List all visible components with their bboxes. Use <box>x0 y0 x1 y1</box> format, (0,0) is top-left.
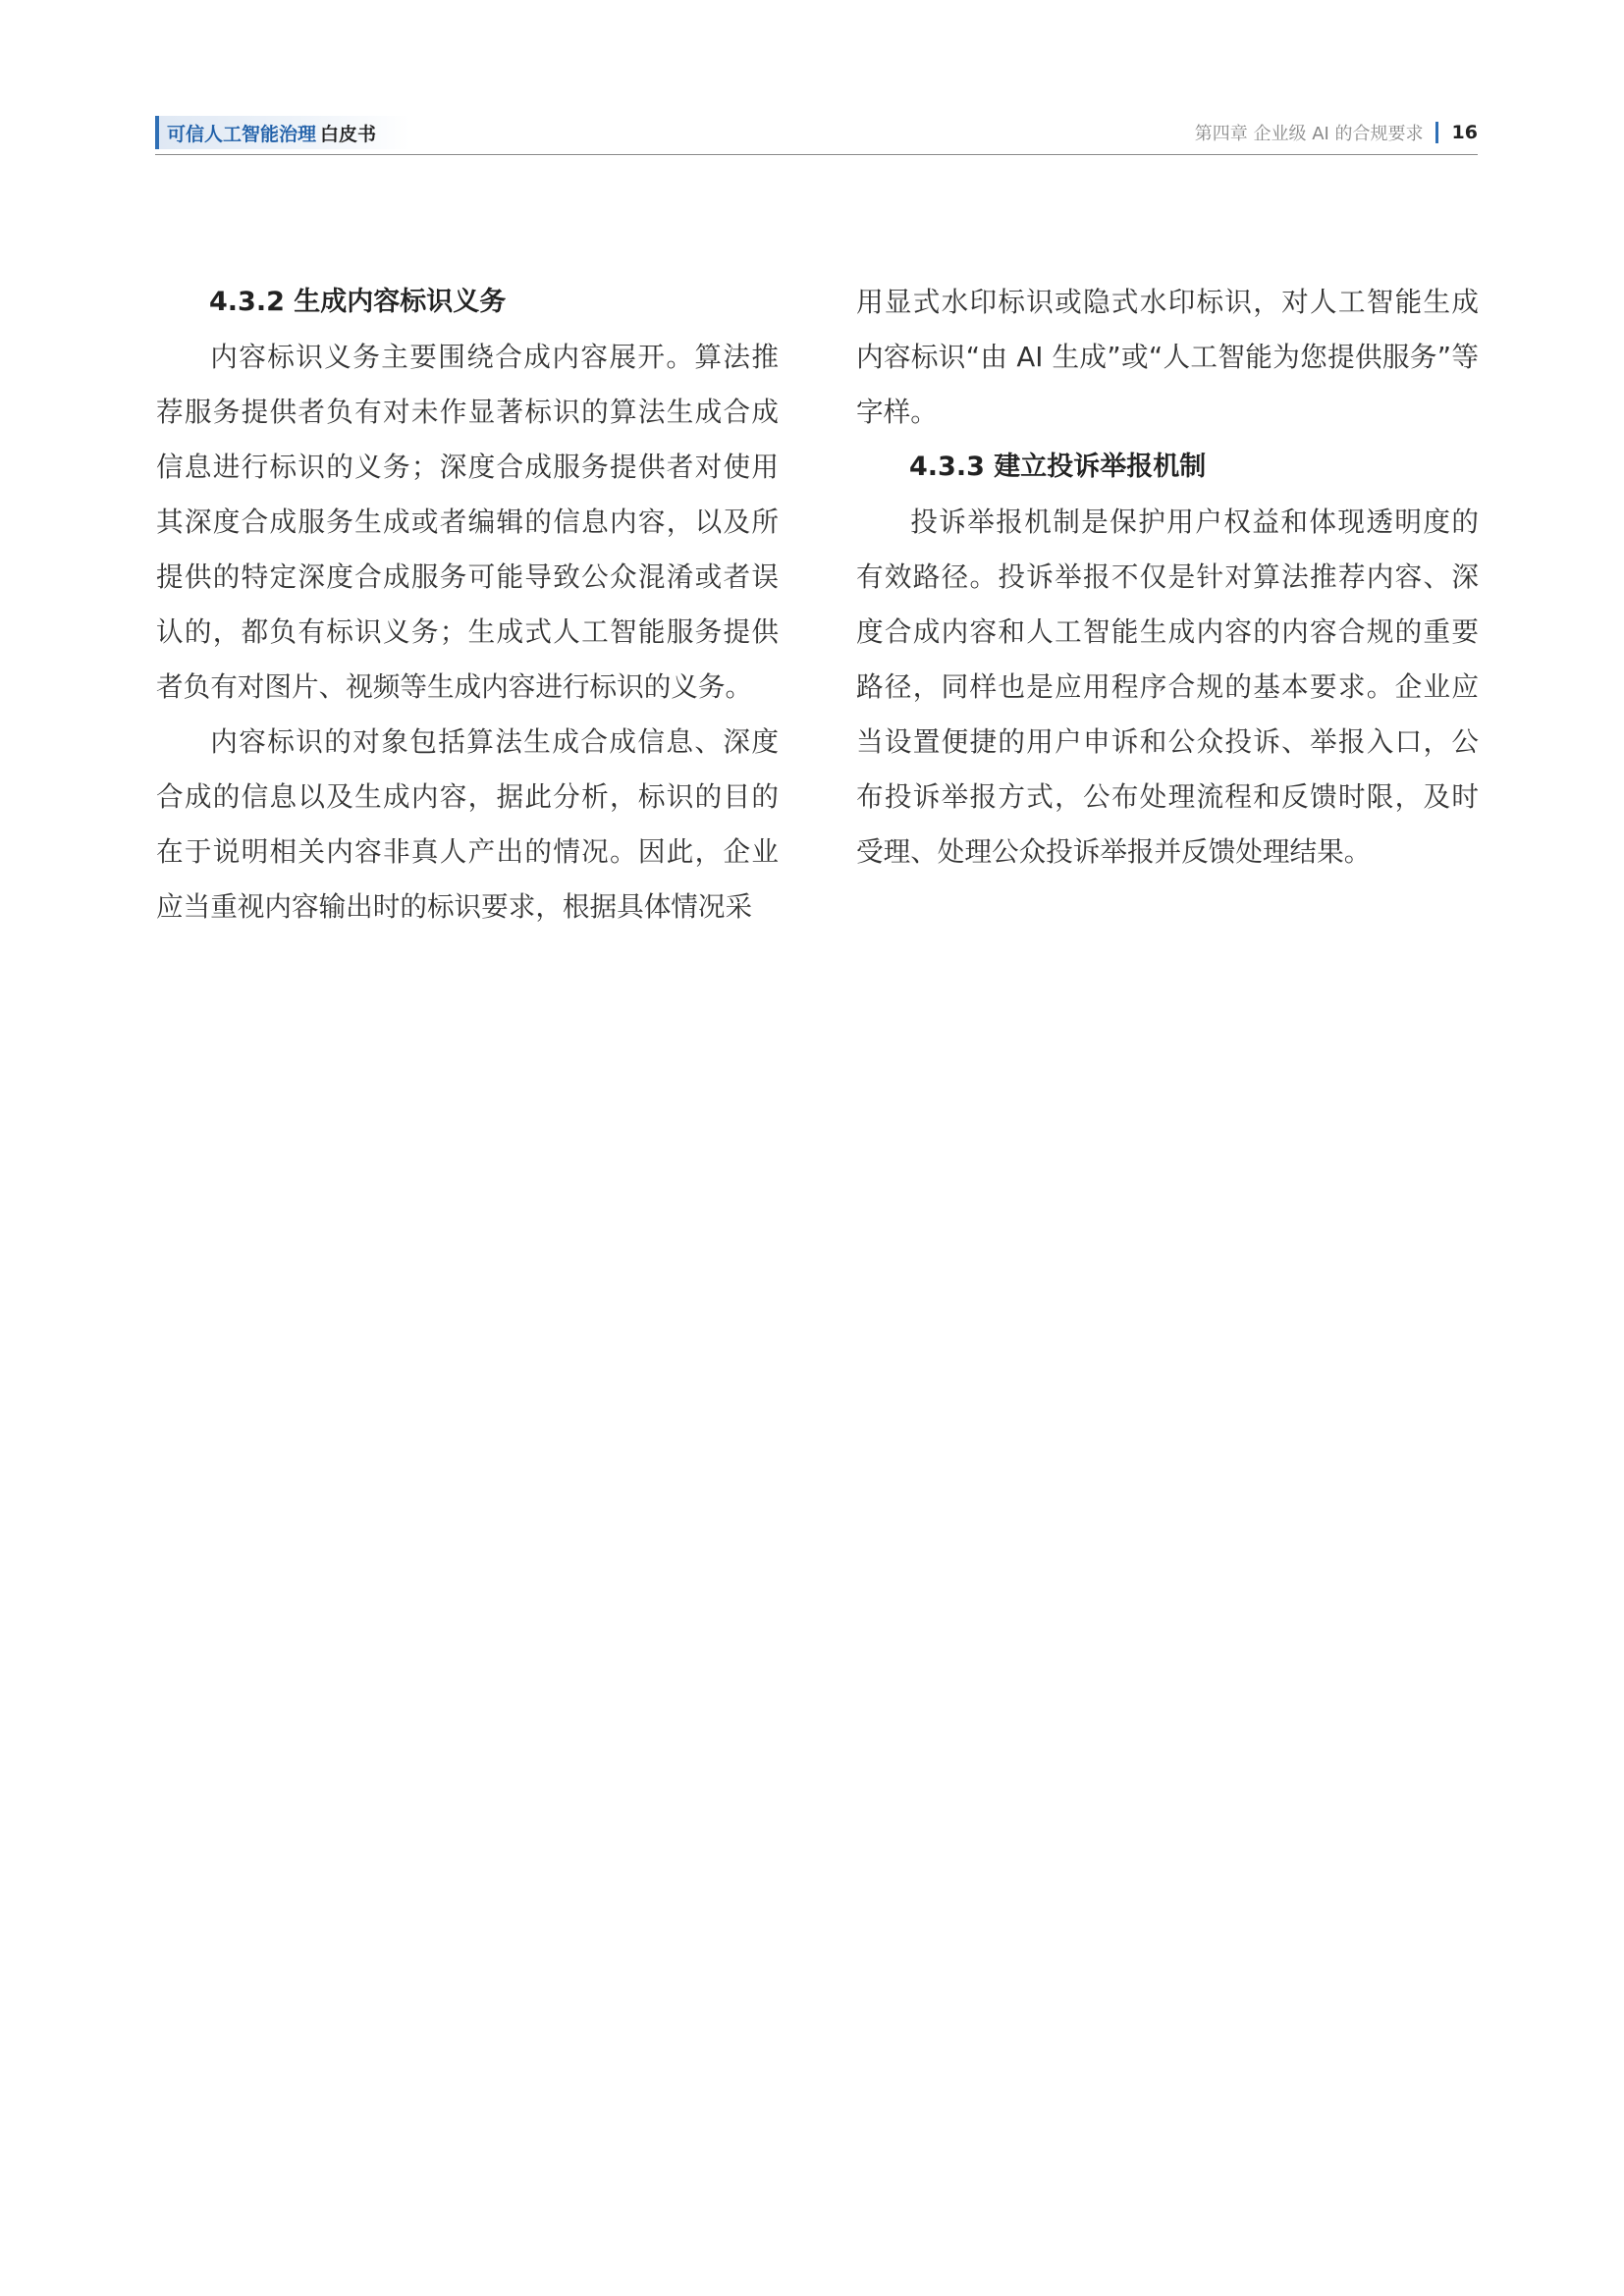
continued-paragraph: 用显式水印标识或隐式水印标识，对人工智能生成内容标识“由 AI 生成”或“人工智能为您提供服务”等字样。 <box>856 286 1479 428</box>
page-number: 16 <box>1451 122 1478 143</box>
section-heading-4-3-2: 4.3.2 生成内容标识义务 <box>209 287 507 317</box>
brand-subtitle: 白皮书 <box>320 123 377 145</box>
header-divider <box>155 154 1478 155</box>
header-separator <box>1435 122 1438 143</box>
left-column <box>156 275 779 934</box>
body-paragraph: 内容标识的对象包括算法生成合成信息、深度合成的信息以及生成内容，据此分析，标识的目的在于说明相关内容非真人产出的情况。因此，企业应当重视内容输出时的标识要求，根据具体情况采 <box>156 725 779 923</box>
page-header <box>155 110 1478 155</box>
brand-label <box>155 116 410 149</box>
header-right <box>1195 118 1478 147</box>
section-heading-4-3-3: 4.3.3 建立投诉举报机制 <box>909 452 1207 482</box>
right-column <box>856 275 1479 880</box>
brand-title: 可信人工智能治理 <box>167 123 317 145</box>
body-paragraph: 内容标识义务主要围绕合成内容展开。算法推荐服务提供者负有对未作显著标识的算法生成合成信息进行标识的义务；深度合成服务提供者对使用其深度合成服务生成或者编辑的信息内容，以及所提供的特定深度合成服务可能导致公众混淆或者误认的，都负有标识义务；生成式人工智能服务提供者负有对图片、视频等生成内容进行标识的义务。 <box>156 341 779 703</box>
chapter-title: 第四章 企业级 AI 的合规要求 <box>1194 124 1424 144</box>
body-paragraph: 投诉举报机制是保护用户权益和体现透明度的有效路径。投诉举报不仅是针对算法推荐内容、深度合成内容和人工智能生成内容的内容合规的重要路径，同样也是应用程序合规的基本要求。企业应当设置便捷的用户申诉和公众投诉、举报入口，公布投诉举报方式，公布处理流程和反馈时限，及时受理、处理公众投诉举报并反馈处理结果。 <box>856 506 1479 868</box>
